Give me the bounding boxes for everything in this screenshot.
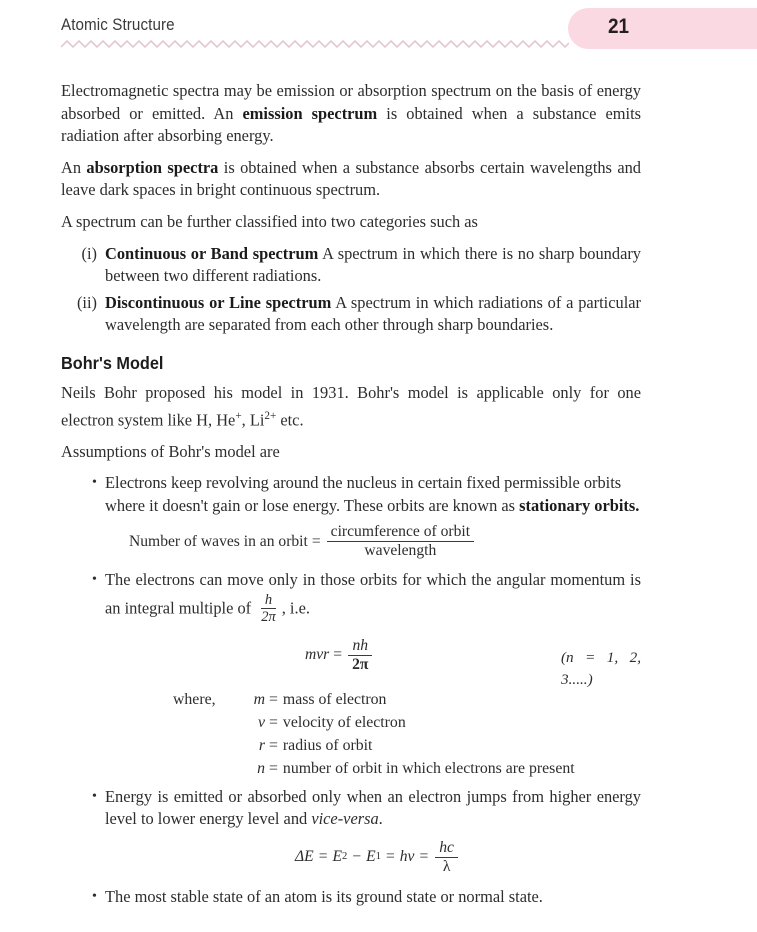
formula-mvr-fraction — [348, 637, 372, 675]
formula-number-of-waves — [105, 523, 641, 561]
inline-fraction-h-over-2pi — [257, 592, 280, 627]
where-symbol-v: v — [257, 713, 265, 731]
where-equals-2: = — [269, 736, 278, 754]
formula-waves-equals: = — [311, 532, 321, 550]
where-equals-1: = — [269, 713, 278, 731]
bullet3-text1: Energy is emitted or absorbed only when an electron jumps from higher energy level to lower energy level and — [105, 786, 641, 829]
page-number-label: 21 — [608, 15, 630, 38]
formula-mvr-equals: = — [333, 646, 343, 664]
bullet-dot-icon: • — [92, 475, 97, 491]
page-title: Atomic Structure — [61, 16, 175, 34]
formula-waves-lhs: Number of waves in an orbit — [129, 532, 308, 550]
formula-energy-fraction — [435, 839, 458, 877]
para1-part2: is obtained when a substance emits radiation after absorbing energy. — [61, 103, 642, 146]
where-label-spacer — [105, 735, 179, 757]
para4-part3: etc. — [276, 410, 304, 429]
bullet2-text1: The electrons can move only in those orbits for which the angular momentum is an integral multiple of — [105, 570, 641, 617]
where-label-spacer — [105, 758, 179, 780]
where-label-spacer — [105, 712, 179, 734]
where-definition-n: number of orbit in which electrons are present — [282, 759, 575, 777]
paragraph-electromagnetic-spectra — [61, 80, 641, 148]
bullet1-text: Electrons keep revolving around the nucleus in certain fixed permissible orbits where it doesn't gain or lose energy. These orbits are known as — [105, 473, 622, 515]
where-definition-v: velocity of electron — [282, 713, 406, 731]
para2-part2: is obtained when a substance absorbs certain wavelengths and leave dark spaces in bright continuous spectrum. — [61, 157, 641, 200]
formula-mvr-denominator: 2π — [352, 655, 369, 673]
para4-superscript-plus: + — [235, 409, 242, 422]
where-equals-3: = — [269, 759, 278, 777]
wavy-divider — [61, 38, 569, 52]
formula-waves-denominator: wavelength — [364, 542, 437, 560]
bullet3-italic-vice-versa: vice-versa — [311, 809, 379, 829]
list-item — [61, 472, 641, 561]
roman-item-0-bold: Continuous or Band spectrum — [105, 243, 319, 263]
where-row-m — [105, 689, 641, 711]
formula-energy-e1-sub: 1 — [375, 851, 381, 863]
where-symbol-m: m — [253, 690, 265, 708]
para4-part1: Neils Bohr proposed his model in 1931. Bohr's model is applicable only for one electron system like H, He — [61, 382, 641, 429]
formula-energy-minus: − — [352, 848, 362, 866]
roman-item-1-bold: Discontinuous or Line spectrum — [105, 292, 332, 312]
where-row-n — [105, 758, 641, 780]
formula-energy-denominator: λ — [442, 857, 451, 875]
formula-mvr — [305, 637, 374, 675]
bullet1-bold-stationary-orbits: stationary orbits. — [519, 495, 640, 515]
bullet-dot-icon: • — [92, 788, 97, 804]
formula-angular-momentum-line — [105, 636, 641, 689]
para2-bold-absorption-spectra: absorption spectra — [86, 157, 219, 177]
bullet2-frac-denominator: 2π — [261, 609, 276, 626]
formula-energy-e2-sub: 2 — [342, 851, 348, 863]
paragraph-spectrum-categories: A spectrum can be further classified into two categories such as — [61, 211, 478, 231]
formula-mvr-lhs: mvr — [305, 646, 330, 664]
formula-waves-fraction — [327, 523, 474, 561]
where-row-v — [105, 712, 641, 734]
where-symbol-n: n — [257, 759, 265, 777]
list-item — [61, 569, 641, 780]
where-row-r — [105, 735, 641, 757]
assumptions-bullet-list — [61, 472, 641, 909]
formula-energy-eq3: = — [419, 848, 429, 866]
formula-energy-e2: E — [332, 848, 343, 866]
roman-marker-ii: (ii) — [76, 292, 97, 312]
roman-item-0-text: A spectrum in which there is no sharp boundary between two different radiations. — [105, 243, 641, 286]
bullet3-text2: . — [378, 809, 383, 829]
roman-numeral-list — [61, 243, 641, 337]
where-equals-0: = — [269, 690, 278, 708]
formula-energy-e1: E — [366, 848, 376, 866]
paragraph-neils-bohr — [61, 382, 641, 432]
where-definitions-block — [105, 689, 641, 780]
para4-superscript-2plus: 2+ — [264, 409, 277, 422]
para1-bold-emission-spectrum: emission spectrum — [242, 103, 378, 123]
list-item — [61, 886, 641, 909]
formula-mvr-numerator: nh — [348, 637, 372, 656]
bullet2-text2: , i.e. — [281, 597, 310, 617]
where-definition-m: mass of electron — [282, 690, 387, 708]
list-item — [61, 292, 641, 337]
bullet-dot-icon: • — [92, 889, 97, 905]
formula-mvr-note: (n = 1, 2, 3.....) — [561, 648, 641, 689]
formula-energy-hv: hv — [399, 848, 415, 866]
where-label: where, — [173, 690, 216, 708]
para2-part1: An — [61, 157, 87, 177]
para4-part2: , Li — [241, 410, 265, 429]
paragraph-absorption-spectra — [61, 157, 641, 202]
formula-energy-numerator: hc — [435, 839, 458, 858]
page-header — [0, 0, 757, 62]
paragraph-assumptions: Assumptions of Bohr's model are — [61, 441, 280, 461]
formula-waves-numerator: circumference of orbit — [327, 523, 474, 542]
formula-energy-eq2: = — [385, 848, 395, 866]
list-item — [61, 786, 641, 877]
formula-energy-difference — [105, 839, 641, 877]
page-number-badge — [568, 8, 757, 49]
where-symbol-r: r — [258, 736, 265, 754]
bullet4-text: The most stable state of an atom is its ground state or normal state. — [105, 887, 543, 907]
roman-item-1-text: A spectrum in which radiations of a particular wavelength are separated from each other through sharp boundaries. — [105, 292, 641, 335]
formula-energy-eq1: = — [318, 848, 328, 866]
where-definition-r: radius of orbit — [282, 736, 373, 754]
section-heading-bohrs-model: Bohr's Model — [61, 352, 164, 373]
roman-marker-i: (i) — [81, 243, 97, 263]
formula-energy-delta-e: ΔE — [295, 848, 314, 866]
para1-part1: Electromagnetic spectra may be emission or absorption spectrum on the basis of energy absorbed or emitted. An — [61, 81, 641, 123]
list-item — [61, 243, 641, 288]
bullet-dot-icon: • — [92, 572, 97, 587]
page-content — [61, 80, 641, 911]
bullet2-frac-numerator: h — [261, 592, 276, 610]
